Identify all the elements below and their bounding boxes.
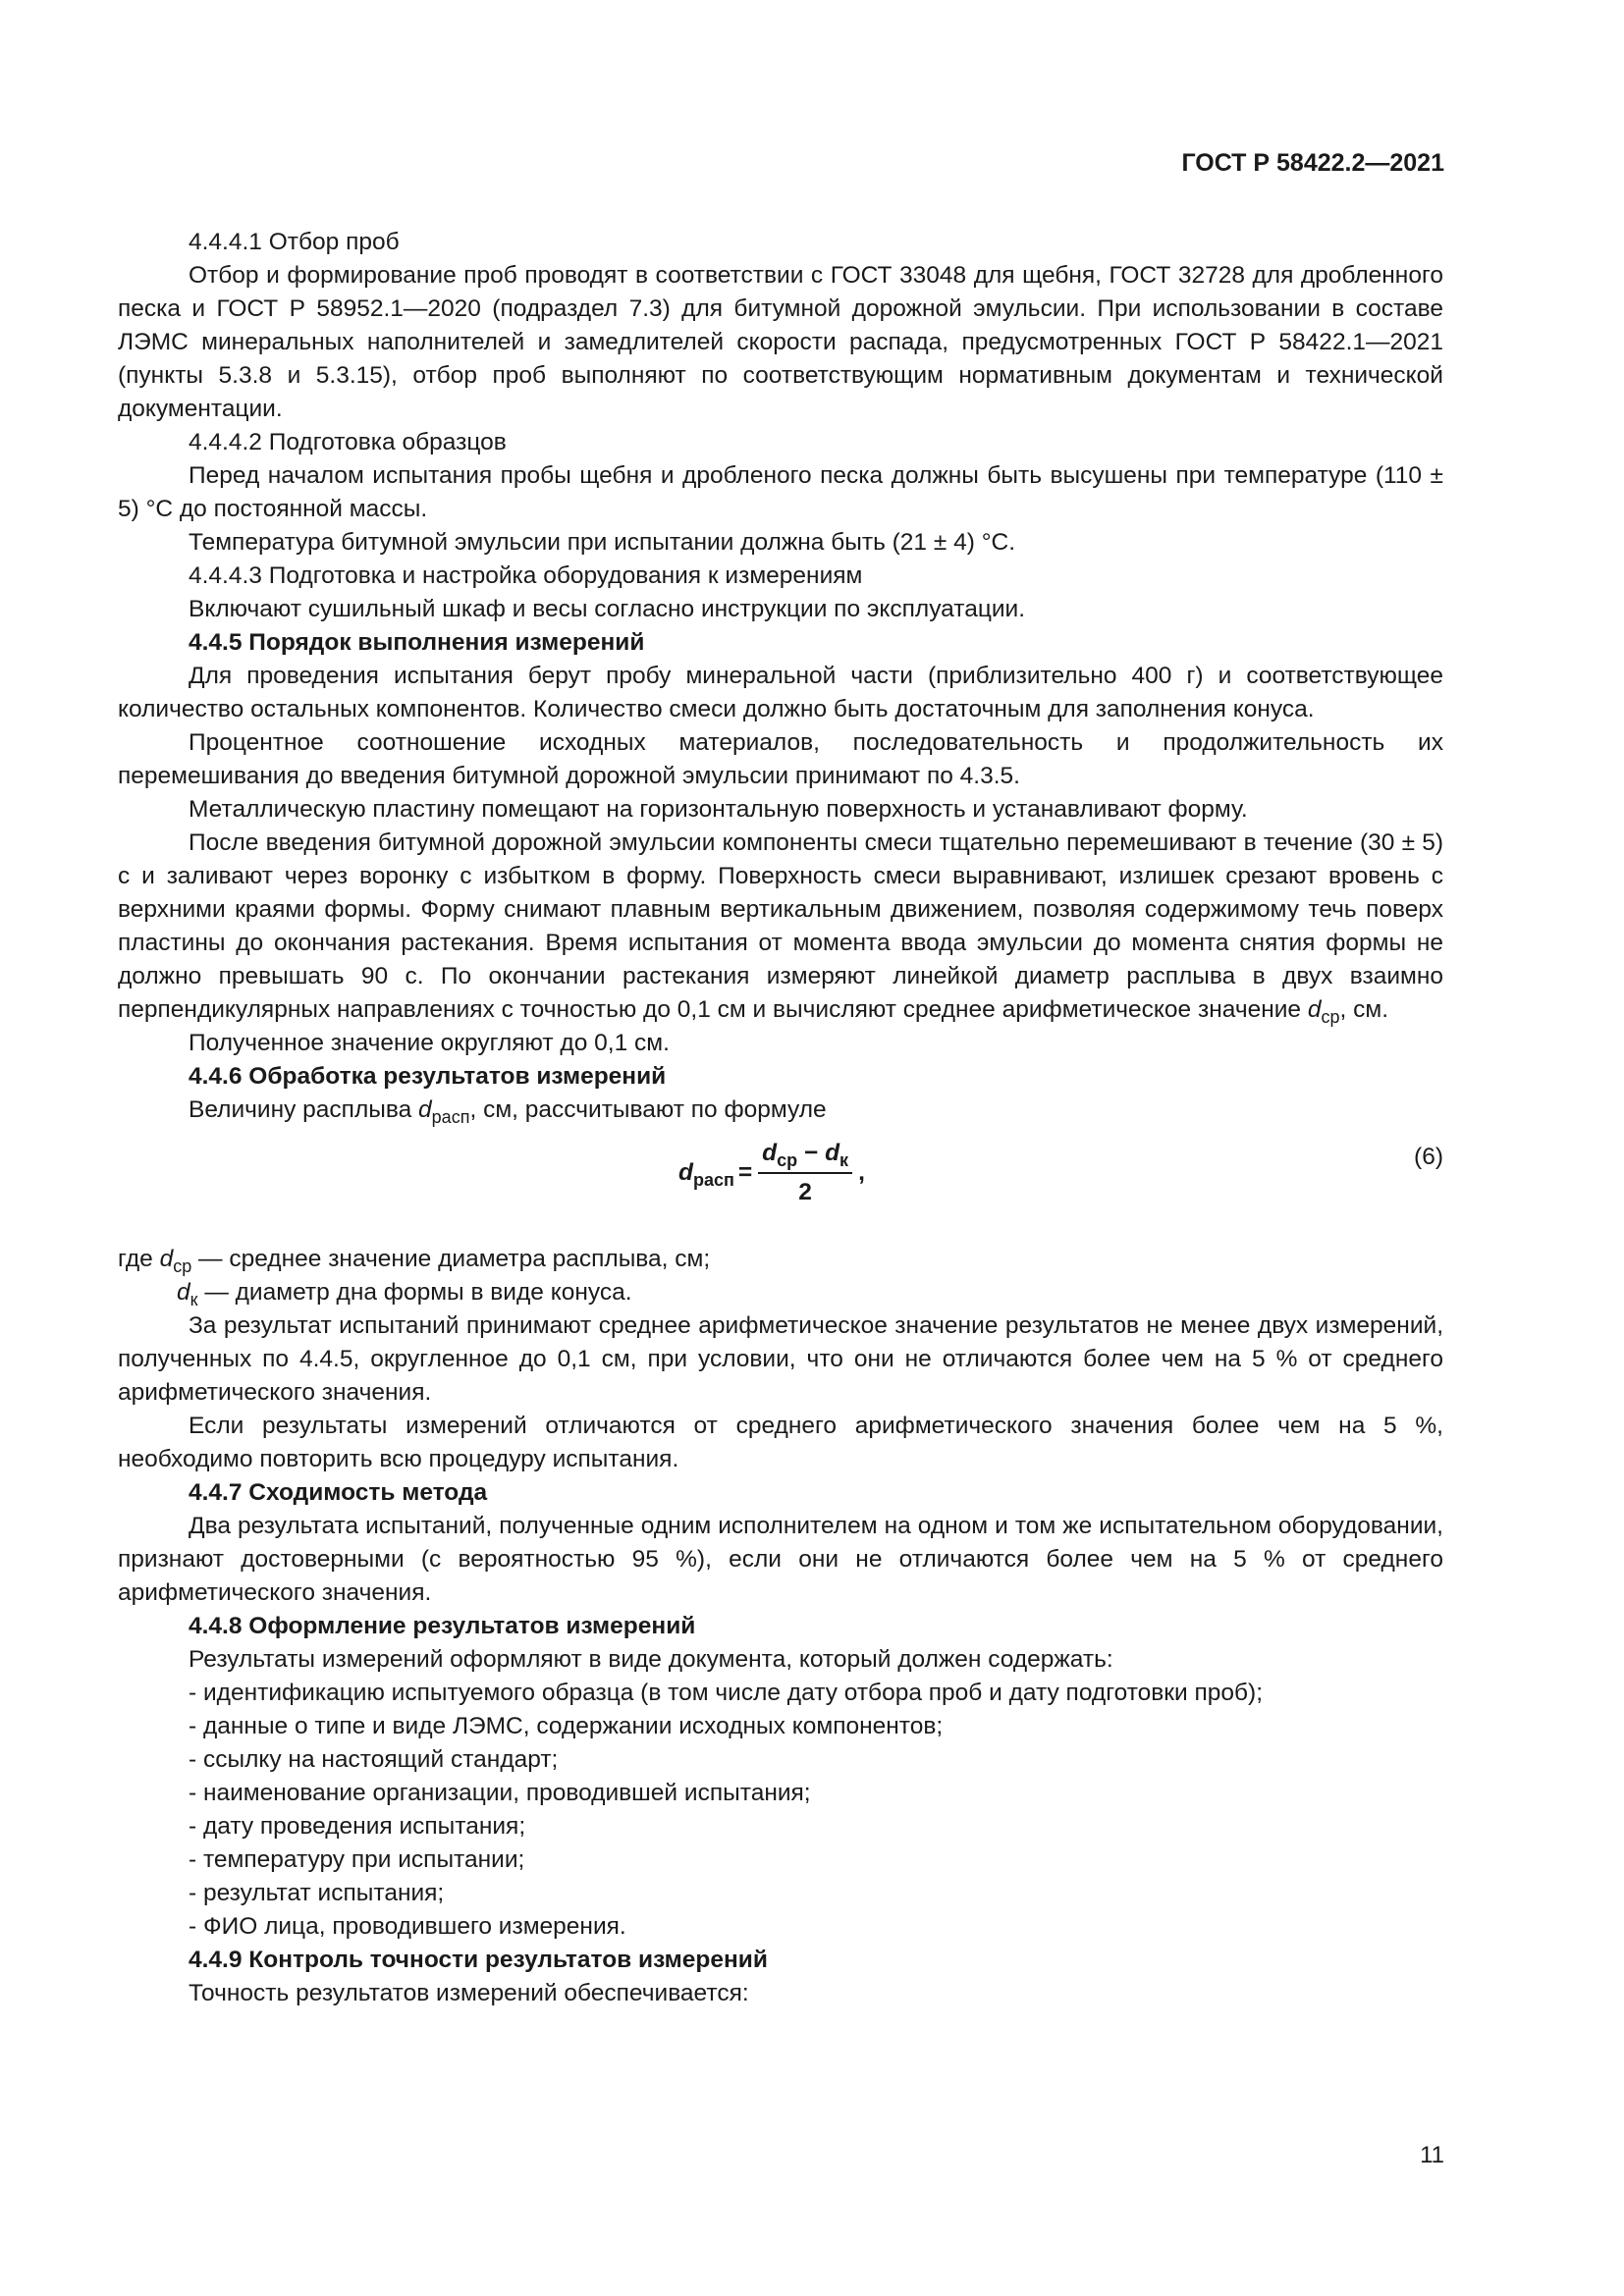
paragraph-with-symbol: После введения битумной дорожной эмульсии компоненты смеси тщательно перемешивают в течение (30 ± 5) с и заливают через воронку с избытком в форму. Поверхность смеси выравнивают, излишек срезают вровень с верхними краями формы. Форму снимают плавным вертикальным движением, позволяя содержимому течь поверх пластины до окончания растекания. Время испытания от момента ввода эмульсии до момента снятия формы не должно превышать 90 с. По окончании растекания измеряют линейкой диаметр расплыва в двух взаимно перпендикулярных направлениях с точностью до 0,1 см и вычисляют среднее арифметическое значение $d_{ср}$, см.	[118, 829, 1443, 1027]
where-line-1: где $d_{ср}$ — среднее значение диаметра расплыва, см;	[118, 1246, 711, 1276]
list-item: - ФИО лица, проводившего измерения.	[189, 1913, 626, 1940]
section-heading: 4.4.6 Обработка результатов измерений	[189, 1063, 667, 1090]
list-item: - наименование организации, проводившей испытания;	[189, 1780, 811, 1806]
paragraph: 4.4.4.3 Подготовка и настройка оборудования к измерениям	[189, 562, 863, 589]
formula-numerator: $d_{ср} - d_к$	[758, 1137, 852, 1174]
list-item: - результат испытания;	[189, 1880, 445, 1906]
paragraph: Точность результатов измерений обеспечивается:	[189, 1980, 749, 2006]
section-heading: 4.4.7 Сходимость метода	[189, 1479, 488, 1506]
paragraph: Отбор и формирование проб проводят в соответствии с ГОСТ 33048 для щебня, ГОСТ 32728 для дробленного песка и ГОСТ Р 58952.1—2020 (подраздел 7.3) для битумной дорожной эмульсии. При использовании в составе ЛЭМС минеральных наполнителей и замедлителей скорости распада, предусмотренных ГОСТ Р 58422.1—2021 (пункты 5.3.8 и 5.3.15), отбор проб выполняют по соответствующим нормативным документам и технической документации.	[118, 262, 1443, 422]
section-heading: 4.4.5 Порядок выполнения измерений	[189, 629, 645, 656]
paragraph: Температура битумной эмульсии при испытании должна быть (21 ± 4) °С.	[189, 529, 1015, 556]
formula-equals: =	[737, 1159, 753, 1186]
paragraph: 4.4.4.1 Отбор проб	[189, 229, 400, 255]
formula-denominator: 2	[798, 1179, 812, 1205]
symbol-d: d	[1307, 996, 1322, 1023]
paragraph: Процентное соотношение исходных материалов, последовательность и продолжительность их перемешивания до введения битумной дорожной эмульсии принимают по 4.3.5.	[118, 729, 1443, 789]
paragraph: Для проведения испытания берут пробу минеральной части (приблизительно 400 г) и соответствующее количество остальных компонентов. Количество смеси должно быть достаточным для заполнения конуса.	[118, 663, 1443, 722]
paragraph: 4.4.4.2 Подготовка образцов	[189, 429, 507, 455]
section-heading: 4.4.9 Контроль точности результатов измерений	[189, 1947, 768, 1973]
page-number: 11	[1420, 2142, 1444, 2168]
paragraph: Если результаты измерений отличаются от среднего арифметического значения более чем на 5 %, необходимо повторить всю процедуру испытания.	[118, 1413, 1443, 1472]
paragraph: Результаты измерений оформляют в виде документа, который должен содержать:	[189, 1646, 1113, 1673]
formula-6	[678, 1137, 865, 1209]
paragraph: Два результата испытаний, полученные одним исполнителем на одном и том же испытательном оборудовании, признают достоверными (с вероятностью 95 %), если они не отличаются более чем на 5 % от среднего арифметического значения.	[118, 1513, 1443, 1606]
symbol-subscript: расп	[431, 1107, 470, 1127]
paragraph: Перед началом испытания пробы щебня и дробленого песка должны быть высушены при температуре (110 ± 5) °С до постоянной массы.	[118, 462, 1443, 522]
list-item: - температуру при испытании;	[189, 1846, 525, 1873]
formula-comma: ,	[858, 1159, 865, 1186]
paragraph: Металлическую пластину помещают на горизонтальную поверхность и устанавливают форму.	[189, 796, 1248, 823]
where-line-2: $d_к$ — диаметр дна формы в виде конуса.	[177, 1279, 632, 1309]
symbol-subscript: ср	[1321, 1007, 1340, 1027]
paragraph: Полученное значение округляют до 0,1 см.	[189, 1030, 670, 1056]
section-heading: 4.4.8 Оформление результатов измерений	[189, 1613, 696, 1639]
paragraph: За результат испытаний принимают среднее арифметическое значение результатов не менее двух измерений, полученных по 4.4.5, округленное до 0,1 см, при условии, что они не отличаются более чем на 5 % от среднего арифметического значения.	[118, 1312, 1443, 1406]
list-item: - данные о типе и виде ЛЭМС, содержании исходных компонентов;	[189, 1713, 944, 1739]
paragraph: Включают сушильный шкаф и весы согласно инструкции по эксплуатации.	[189, 596, 1026, 622]
equation-number: (6)	[1414, 1144, 1443, 1170]
formula-fraction	[758, 1137, 852, 1209]
document-body	[118, 226, 1443, 2010]
document-header-standard: ГОСТ Р 58422.2—2021	[1181, 149, 1444, 177]
list-item: - ссылку на настоящий стандарт;	[189, 1746, 559, 1773]
formula-row	[118, 1131, 1443, 1233]
list-item: - идентификацию испытуемого образца (в том числе дату отбора проб и дату подготовки проб);	[189, 1680, 1264, 1706]
symbol-d: d	[418, 1096, 432, 1123]
formula-lhs: $d_{расп}$	[678, 1159, 734, 1190]
list-item: - дату проведения испытания;	[189, 1813, 526, 1840]
paragraph-with-symbol: Величину расплыва $d_{расп}$, см, рассчитывают по формуле	[189, 1096, 827, 1127]
